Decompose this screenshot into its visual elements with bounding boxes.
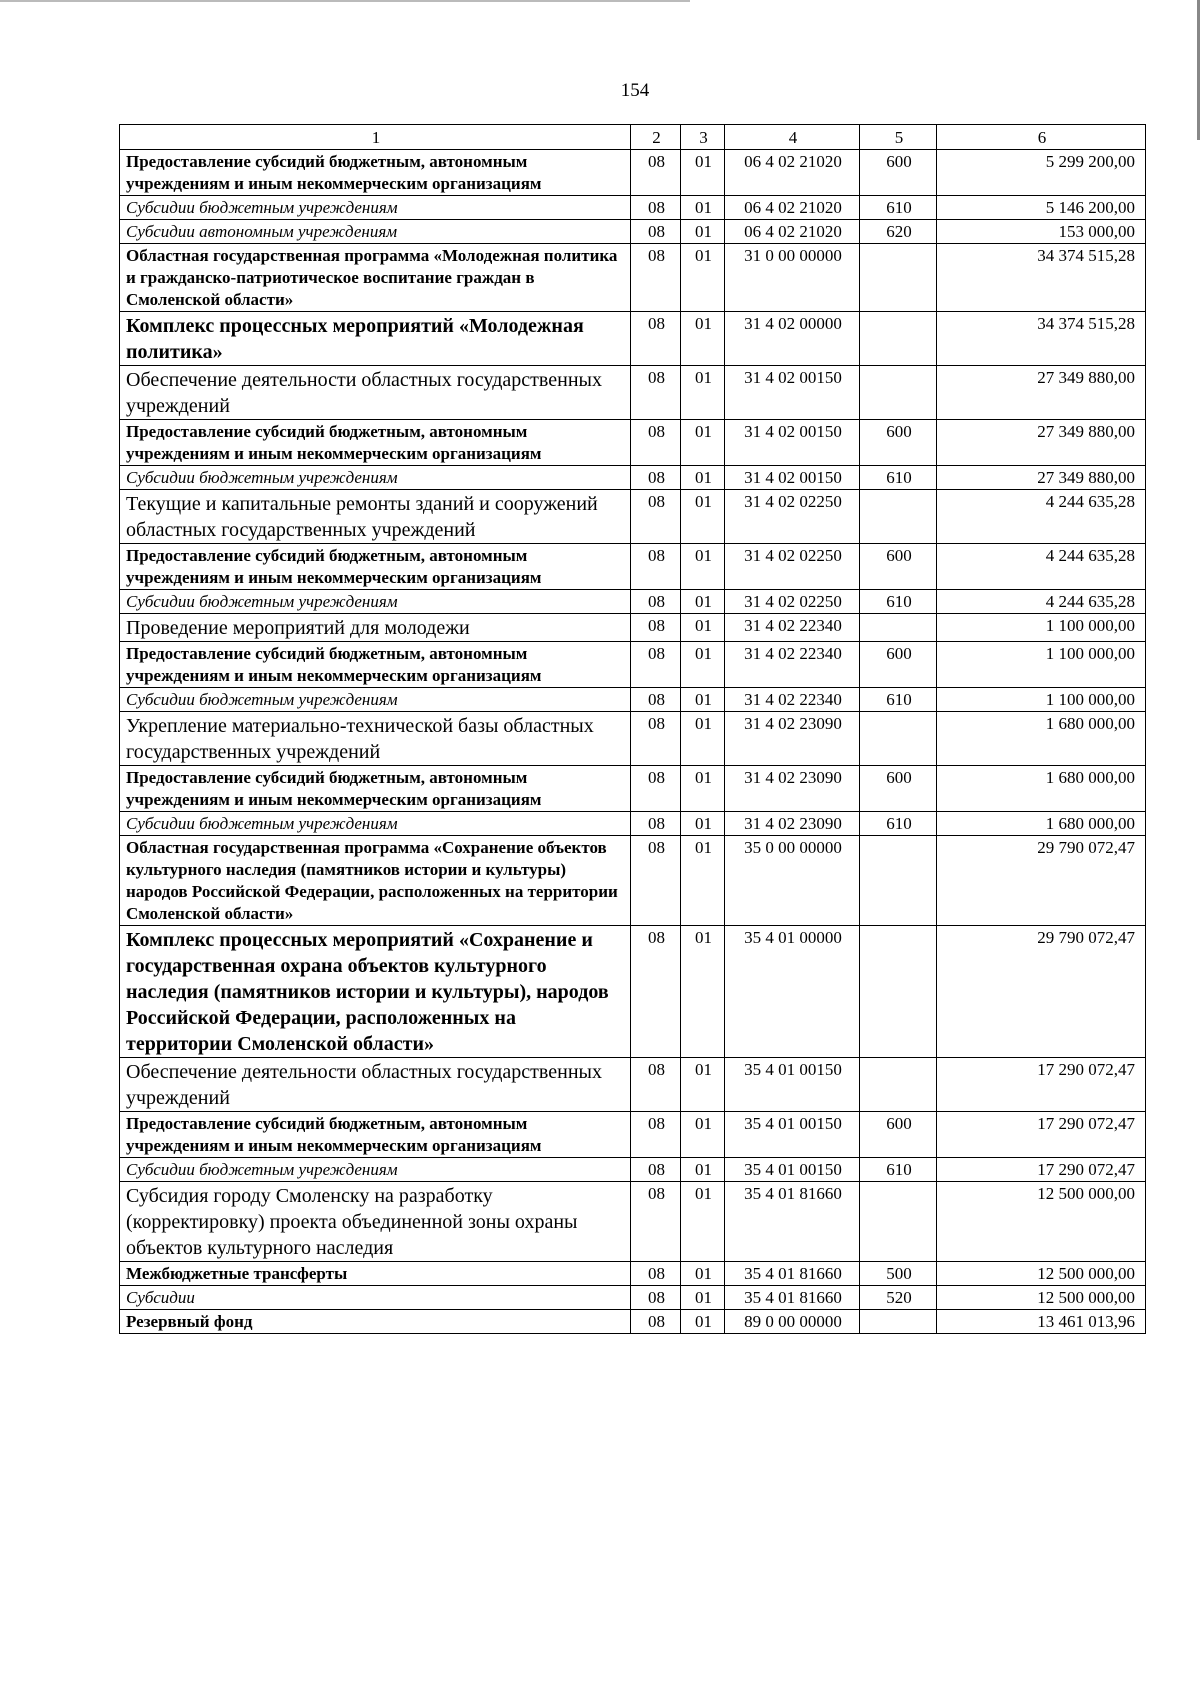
row-name-cell: Предоставление субсидий бюджетным, автономным учреждениям и иным некоммерческим организациям <box>120 766 631 812</box>
row-subsection-cell: 01 <box>681 366 725 420</box>
row-subsection-cell: 01 <box>681 812 725 836</box>
row-name-cell: Предоставление субсидий бюджетным, автономным учреждениям и иным некоммерческим организациям <box>120 642 631 688</box>
row-name-cell: Субсидии <box>120 1286 631 1310</box>
row-section-cell: 08 <box>631 688 681 712</box>
row-name-cell: Текущие и капитальные ремонты зданий и сооружений областных государственных учреждений <box>120 490 631 544</box>
row-section-cell: 08 <box>631 836 681 926</box>
table-row <box>120 1058 1146 1112</box>
row-amount-cell: 29 790 072,47 <box>937 926 1146 1058</box>
row-section-cell: 08 <box>631 926 681 1058</box>
row-target-code-cell: 31 4 02 00150 <box>725 366 860 420</box>
row-expense-type-cell: 600 <box>860 642 937 688</box>
row-amount-cell: 12 500 000,00 <box>937 1182 1146 1262</box>
row-amount-cell: 1 680 000,00 <box>937 712 1146 766</box>
row-name-cell: Субсидии автономным учреждениям <box>120 220 631 244</box>
row-amount-cell: 17 290 072,47 <box>937 1112 1146 1158</box>
row-subsection-cell: 01 <box>681 766 725 812</box>
row-expense-type-cell <box>860 366 937 420</box>
scan-artifact-line <box>0 0 690 2</box>
row-name-cell: Предоставление субсидий бюджетным, автономным учреждениям и иным некоммерческим организациям <box>120 544 631 590</box>
row-section-cell: 08 <box>631 590 681 614</box>
row-expense-type-cell <box>860 836 937 926</box>
row-target-code-cell: 31 0 00 00000 <box>725 244 860 312</box>
header-col-1: 1 <box>120 125 631 150</box>
header-col-4: 4 <box>725 125 860 150</box>
row-target-code-cell: 31 4 02 23090 <box>725 812 860 836</box>
row-target-code-cell: 89 0 00 00000 <box>725 1310 860 1334</box>
row-name-cell: Межбюджетные трансферты <box>120 1262 631 1286</box>
row-subsection-cell: 01 <box>681 420 725 466</box>
row-subsection-cell: 01 <box>681 590 725 614</box>
table-header-row <box>120 125 1146 150</box>
row-name-cell: Обеспечение деятельности областных государственных учреждений <box>120 1058 631 1112</box>
row-target-code-cell: 35 4 01 81660 <box>725 1182 860 1262</box>
row-section-cell: 08 <box>631 312 681 366</box>
row-subsection-cell: 01 <box>681 688 725 712</box>
table-row <box>120 244 1146 312</box>
row-name-cell: Обеспечение деятельности областных государственных учреждений <box>120 366 631 420</box>
row-target-code-cell: 31 4 02 00000 <box>725 312 860 366</box>
row-expense-type-cell <box>860 312 937 366</box>
row-target-code-cell: 31 4 02 22340 <box>725 642 860 688</box>
row-subsection-cell: 01 <box>681 836 725 926</box>
row-amount-cell: 5 299 200,00 <box>937 150 1146 196</box>
table-row <box>120 642 1146 688</box>
row-name-cell: Областная государственная программа «Молодежная политика и гражданско-патриотическое воспитание граждан в Смоленской области» <box>120 244 631 312</box>
row-amount-cell: 1 680 000,00 <box>937 812 1146 836</box>
row-section-cell: 08 <box>631 544 681 590</box>
row-expense-type-cell <box>860 1058 937 1112</box>
row-amount-cell: 12 500 000,00 <box>937 1286 1146 1310</box>
row-subsection-cell: 01 <box>681 1182 725 1262</box>
row-subsection-cell: 01 <box>681 1310 725 1334</box>
row-section-cell: 08 <box>631 812 681 836</box>
table-row <box>120 766 1146 812</box>
row-section-cell: 08 <box>631 244 681 312</box>
row-subsection-cell: 01 <box>681 150 725 196</box>
row-target-code-cell: 06 4 02 21020 <box>725 196 860 220</box>
row-target-code-cell: 06 4 02 21020 <box>725 150 860 196</box>
row-expense-type-cell <box>860 1182 937 1262</box>
row-name-cell: Субсидии бюджетным учреждениям <box>120 1158 631 1182</box>
row-section-cell: 08 <box>631 220 681 244</box>
row-target-code-cell: 35 0 00 00000 <box>725 836 860 926</box>
row-subsection-cell: 01 <box>681 490 725 544</box>
row-subsection-cell: 01 <box>681 926 725 1058</box>
row-amount-cell: 12 500 000,00 <box>937 1262 1146 1286</box>
row-expense-type-cell <box>860 712 937 766</box>
row-target-code-cell: 35 4 01 00150 <box>725 1158 860 1182</box>
row-target-code-cell: 35 4 01 00150 <box>725 1058 860 1112</box>
row-target-code-cell: 31 4 02 02250 <box>725 490 860 544</box>
header-col-3: 3 <box>681 125 725 150</box>
row-expense-type-cell <box>860 490 937 544</box>
row-section-cell: 08 <box>631 766 681 812</box>
table-row <box>120 1112 1146 1158</box>
row-target-code-cell: 35 4 01 00000 <box>725 926 860 1058</box>
row-expense-type-cell: 610 <box>860 590 937 614</box>
row-section-cell: 08 <box>631 366 681 420</box>
table-row <box>120 836 1146 926</box>
table-row <box>120 220 1146 244</box>
row-section-cell: 08 <box>631 642 681 688</box>
row-target-code-cell: 31 4 02 23090 <box>725 766 860 812</box>
row-amount-cell: 4 244 635,28 <box>937 544 1146 590</box>
row-subsection-cell: 01 <box>681 642 725 688</box>
row-expense-type-cell <box>860 614 937 642</box>
row-section-cell: 08 <box>631 196 681 220</box>
row-target-code-cell: 35 4 01 81660 <box>725 1286 860 1310</box>
row-amount-cell: 27 349 880,00 <box>937 466 1146 490</box>
row-section-cell: 08 <box>631 1182 681 1262</box>
table-row <box>120 1310 1146 1334</box>
row-name-cell: Субсидии бюджетным учреждениям <box>120 196 631 220</box>
header-col-5: 5 <box>860 125 937 150</box>
row-section-cell: 08 <box>631 1286 681 1310</box>
row-target-code-cell: 31 4 02 23090 <box>725 712 860 766</box>
row-amount-cell: 13 461 013,96 <box>937 1310 1146 1334</box>
page-number: 154 <box>620 80 650 101</box>
row-subsection-cell: 01 <box>681 196 725 220</box>
row-section-cell: 08 <box>631 712 681 766</box>
table-row <box>120 150 1146 196</box>
row-amount-cell: 17 290 072,47 <box>937 1158 1146 1182</box>
table-body <box>120 150 1146 1334</box>
row-section-cell: 08 <box>631 614 681 642</box>
row-subsection-cell: 01 <box>681 544 725 590</box>
row-subsection-cell: 01 <box>681 1262 725 1286</box>
row-name-cell: Комплекс процессных мероприятий «Молодежная политика» <box>120 312 631 366</box>
row-target-code-cell: 06 4 02 21020 <box>725 220 860 244</box>
table-row <box>120 420 1146 466</box>
header-col-2: 2 <box>631 125 681 150</box>
row-target-code-cell: 31 4 02 02250 <box>725 590 860 614</box>
table-row <box>120 196 1146 220</box>
table-row <box>120 1286 1146 1310</box>
row-section-cell: 08 <box>631 1310 681 1334</box>
row-amount-cell: 29 790 072,47 <box>937 836 1146 926</box>
header-col-6: 6 <box>937 125 1146 150</box>
row-target-code-cell: 35 4 01 00150 <box>725 1112 860 1158</box>
table-row <box>120 466 1146 490</box>
row-amount-cell: 17 290 072,47 <box>937 1058 1146 1112</box>
row-expense-type-cell <box>860 1310 937 1334</box>
row-name-cell: Предоставление субсидий бюджетным, автономным учреждениям и иным некоммерческим организациям <box>120 150 631 196</box>
table-row <box>120 712 1146 766</box>
row-name-cell: Предоставление субсидий бюджетным, автономным учреждениям и иным некоммерческим организациям <box>120 1112 631 1158</box>
row-name-cell: Предоставление субсидий бюджетным, автономным учреждениям и иным некоммерческим организациям <box>120 420 631 466</box>
table-row <box>120 1158 1146 1182</box>
row-amount-cell: 34 374 515,28 <box>937 312 1146 366</box>
row-amount-cell: 34 374 515,28 <box>937 244 1146 312</box>
row-section-cell: 08 <box>631 490 681 544</box>
row-name-cell: Проведение мероприятий для молодежи <box>120 614 631 642</box>
row-expense-type-cell: 520 <box>860 1286 937 1310</box>
row-subsection-cell: 01 <box>681 1058 725 1112</box>
row-amount-cell: 1 100 000,00 <box>937 614 1146 642</box>
table-row <box>120 614 1146 642</box>
table-row <box>120 590 1146 614</box>
row-expense-type-cell <box>860 244 937 312</box>
table-row <box>120 312 1146 366</box>
row-section-cell: 08 <box>631 1262 681 1286</box>
row-expense-type-cell: 600 <box>860 544 937 590</box>
row-amount-cell: 153 000,00 <box>937 220 1146 244</box>
row-name-cell: Субсидии бюджетным учреждениям <box>120 688 631 712</box>
row-name-cell: Субсидии бюджетным учреждениям <box>120 466 631 490</box>
row-expense-type-cell: 610 <box>860 812 937 836</box>
table-row <box>120 926 1146 1058</box>
row-amount-cell: 5 146 200,00 <box>937 196 1146 220</box>
row-expense-type-cell: 600 <box>860 420 937 466</box>
row-target-code-cell: 31 4 02 00150 <box>725 420 860 466</box>
row-amount-cell: 1 680 000,00 <box>937 766 1146 812</box>
row-expense-type-cell: 600 <box>860 150 937 196</box>
budget-table-container <box>119 124 1145 1334</box>
table-row <box>120 1262 1146 1286</box>
row-section-cell: 08 <box>631 1158 681 1182</box>
row-section-cell: 08 <box>631 466 681 490</box>
row-name-cell: Областная государственная программа «Сохранение объектов культурного наследия (памятников истории и культуры) народов Российской Федерации, расположенных на территории Смоленской области» <box>120 836 631 926</box>
row-subsection-cell: 01 <box>681 614 725 642</box>
row-name-cell: Субсидии бюджетным учреждениям <box>120 590 631 614</box>
row-expense-type-cell: 620 <box>860 220 937 244</box>
row-name-cell: Субсидии бюджетным учреждениям <box>120 812 631 836</box>
row-subsection-cell: 01 <box>681 1158 725 1182</box>
row-amount-cell: 1 100 000,00 <box>937 688 1146 712</box>
row-subsection-cell: 01 <box>681 220 725 244</box>
row-target-code-cell: 31 4 02 22340 <box>725 614 860 642</box>
row-amount-cell: 27 349 880,00 <box>937 420 1146 466</box>
row-expense-type-cell: 500 <box>860 1262 937 1286</box>
row-section-cell: 08 <box>631 150 681 196</box>
budget-table <box>119 124 1146 1334</box>
row-target-code-cell: 31 4 02 00150 <box>725 466 860 490</box>
row-name-cell: Комплекс процессных мероприятий «Сохранение и государственная охрана объектов культурного наследия (памятников истории и культуры), народов Российской Федерации, расположенных на территории Смоленской области» <box>120 926 631 1058</box>
row-subsection-cell: 01 <box>681 466 725 490</box>
row-amount-cell: 1 100 000,00 <box>937 642 1146 688</box>
row-section-cell: 08 <box>631 1058 681 1112</box>
row-target-code-cell: 31 4 02 22340 <box>725 688 860 712</box>
table-row <box>120 544 1146 590</box>
row-expense-type-cell: 600 <box>860 766 937 812</box>
row-expense-type-cell: 600 <box>860 1112 937 1158</box>
row-expense-type-cell: 610 <box>860 466 937 490</box>
row-expense-type-cell: 610 <box>860 196 937 220</box>
row-subsection-cell: 01 <box>681 712 725 766</box>
row-target-code-cell: 31 4 02 02250 <box>725 544 860 590</box>
row-expense-type-cell: 610 <box>860 1158 937 1182</box>
table-row <box>120 1182 1146 1262</box>
row-subsection-cell: 01 <box>681 1286 725 1310</box>
row-expense-type-cell <box>860 926 937 1058</box>
row-amount-cell: 27 349 880,00 <box>937 366 1146 420</box>
table-row <box>120 490 1146 544</box>
row-amount-cell: 4 244 635,28 <box>937 490 1146 544</box>
row-subsection-cell: 01 <box>681 244 725 312</box>
row-name-cell: Резервный фонд <box>120 1310 631 1334</box>
row-subsection-cell: 01 <box>681 312 725 366</box>
row-target-code-cell: 35 4 01 81660 <box>725 1262 860 1286</box>
row-expense-type-cell: 610 <box>860 688 937 712</box>
row-name-cell: Субсидия городу Смоленску на разработку (корректировку) проекта объединенной зоны охраны объектов культурного наследия <box>120 1182 631 1262</box>
table-row <box>120 812 1146 836</box>
row-section-cell: 08 <box>631 1112 681 1158</box>
row-amount-cell: 4 244 635,28 <box>937 590 1146 614</box>
row-section-cell: 08 <box>631 420 681 466</box>
table-row <box>120 366 1146 420</box>
table-row <box>120 688 1146 712</box>
row-name-cell: Укрепление материально-технической базы областных государственных учреждений <box>120 712 631 766</box>
row-subsection-cell: 01 <box>681 1112 725 1158</box>
